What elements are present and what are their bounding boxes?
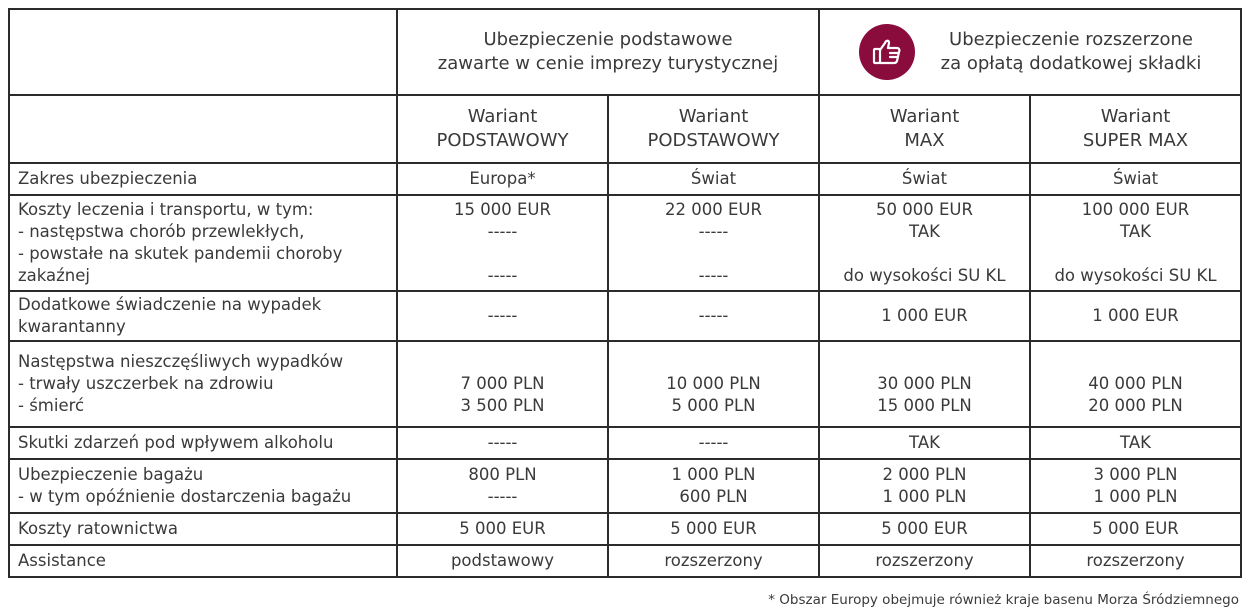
value-line: TAK	[1120, 222, 1151, 241]
row-label-line: Skutki zdarzeń pod wpływem alkoholu	[18, 433, 334, 452]
value-cell	[608, 291, 819, 341]
row-label	[9, 341, 397, 427]
row-label-line: Następstwa nieszczęśliwych wypadków	[18, 352, 344, 371]
row-label-line: - śmierć	[18, 396, 85, 415]
value-line: 5 000 PLN	[671, 396, 756, 415]
value-line: rozszerzony	[664, 551, 763, 570]
variant-word: Wariant	[1100, 106, 1171, 127]
row-label	[9, 427, 397, 459]
value-line: Europa*	[469, 169, 536, 188]
value-line: -----	[487, 222, 518, 241]
value-line: 10 000 PLN	[666, 374, 761, 393]
value-cell	[397, 291, 608, 341]
corner-cell	[9, 9, 397, 95]
basic-insurance-header	[397, 9, 819, 95]
value-cell	[819, 513, 1030, 545]
value-line	[609, 243, 818, 265]
value-cell	[819, 545, 1030, 577]
row-baggage-insurance	[9, 459, 1241, 513]
value-line: 800 PLN	[468, 465, 537, 484]
variant-word: Wariant	[889, 106, 960, 127]
row-label	[9, 163, 397, 195]
row-alcohol-incidents	[9, 427, 1241, 459]
row-label	[9, 195, 397, 291]
row-quarantine-benefit	[9, 291, 1241, 341]
row-label-line: - powstałe na skutek pandemii choroby	[18, 244, 343, 263]
variant-header	[819, 95, 1030, 163]
row-accident-consequences	[9, 341, 1241, 427]
variant-header	[1030, 95, 1241, 163]
value-line: -----	[487, 306, 518, 325]
variant-word: Wariant	[467, 106, 538, 127]
value-line: 5 000 EUR	[459, 519, 546, 538]
header-row	[9, 9, 1241, 95]
value-cell	[1030, 459, 1241, 513]
variant-word: Wariant	[678, 106, 749, 127]
value-cell	[397, 341, 608, 427]
value-cell	[397, 427, 608, 459]
value-cell	[397, 513, 608, 545]
value-cell	[608, 459, 819, 513]
row-label-line: Koszty ratownictwa	[18, 519, 178, 538]
variant-name: MAX	[904, 130, 945, 151]
value-line: do wysokości SU KL	[1054, 266, 1217, 285]
row-rescue-costs	[9, 513, 1241, 545]
footnote: * Obszar Europy obejmuje również kraje basenu Morza Śródziemnego	[768, 592, 1239, 608]
value-cell	[608, 513, 819, 545]
variant-header	[608, 95, 819, 163]
row-label	[9, 291, 397, 341]
value-cell	[397, 195, 608, 291]
value-cell	[1030, 341, 1241, 427]
value-cell	[1030, 427, 1241, 459]
value-line: 15 000 EUR	[454, 200, 551, 219]
value-cell	[819, 341, 1030, 427]
value-line: 22 000 EUR	[665, 200, 762, 219]
value-cell	[397, 459, 608, 513]
value-line: Świat	[1112, 169, 1159, 188]
basic-header-line1: Ubezpieczenie podstawowe	[483, 29, 733, 50]
insurance-comparison-table	[8, 8, 1242, 578]
value-line: -----	[698, 222, 729, 241]
row-label	[9, 459, 397, 513]
extended-header-line1: Ubezpieczenie rozszerzone	[949, 29, 1193, 50]
value-line	[1031, 243, 1240, 265]
value-cell	[608, 163, 819, 195]
row-label-line: - w tym opóźnienie dostarczenia bagażu	[18, 487, 352, 506]
value-line	[820, 351, 1029, 373]
value-line: 40 000 PLN	[1088, 374, 1183, 393]
value-line: rozszerzony	[875, 551, 974, 570]
variant-corner-cell	[9, 95, 397, 163]
value-line: 1 000 PLN	[1093, 487, 1178, 506]
row-label-line: zakaźnej	[18, 266, 91, 285]
value-line: TAK	[909, 222, 940, 241]
row-label	[9, 513, 397, 545]
value-line: 600 PLN	[679, 487, 748, 506]
value-line: podstawowy	[450, 551, 555, 570]
value-line: 1 000 EUR	[1092, 306, 1179, 325]
value-cell	[1030, 545, 1241, 577]
value-line: 3 000 PLN	[1093, 465, 1178, 484]
value-line: TAK	[1120, 433, 1151, 452]
value-line: 5 000 EUR	[670, 519, 757, 538]
variant-name: PODSTAWOWY	[647, 130, 780, 151]
value-cell	[819, 459, 1030, 513]
extended-header-line2: za opłatą dodatkowej składki	[940, 53, 1202, 74]
value-cell	[608, 427, 819, 459]
value-line	[398, 351, 607, 373]
row-label-line: Koszty leczenia i transportu, w tym:	[18, 200, 314, 219]
value-line: 50 000 EUR	[876, 200, 973, 219]
value-line: -----	[698, 306, 729, 325]
row-label-line: Zakres ubezpieczenia	[18, 169, 198, 188]
value-line: -----	[487, 266, 518, 285]
value-cell	[608, 341, 819, 427]
variant-row	[9, 95, 1241, 163]
value-line: 3 500 PLN	[460, 396, 545, 415]
value-line: -----	[487, 487, 518, 506]
value-line: 5 000 EUR	[881, 519, 968, 538]
row-label	[9, 545, 397, 577]
variant-name: PODSTAWOWY	[436, 130, 569, 151]
value-cell	[397, 163, 608, 195]
variant-header	[397, 95, 608, 163]
row-medical-costs	[9, 195, 1241, 291]
value-line: 1 000 EUR	[881, 306, 968, 325]
value-line	[398, 243, 607, 265]
value-cell	[608, 545, 819, 577]
value-cell	[1030, 195, 1241, 291]
value-line: 20 000 PLN	[1088, 396, 1183, 415]
value-line: Świat	[690, 169, 737, 188]
value-line: Świat	[901, 169, 948, 188]
row-assistance	[9, 545, 1241, 577]
row-label-line: - trwały uszczerbek na zdrowiu	[18, 374, 274, 393]
value-line	[609, 351, 818, 373]
value-cell	[819, 291, 1030, 341]
value-cell	[1030, 291, 1241, 341]
value-line: -----	[698, 266, 729, 285]
value-line: -----	[487, 433, 518, 452]
value-cell	[819, 427, 1030, 459]
value-line: 2 000 PLN	[882, 465, 967, 484]
value-cell	[1030, 163, 1241, 195]
value-line: 7 000 PLN	[460, 374, 545, 393]
value-line: 1 000 PLN	[671, 465, 756, 484]
value-line: 15 000 PLN	[877, 396, 972, 415]
value-line	[1031, 351, 1240, 373]
row-coverage-area	[9, 163, 1241, 195]
row-label-line: Dodatkowe świadczenie na wypadek	[18, 295, 322, 314]
value-cell	[1030, 513, 1241, 545]
value-cell	[819, 163, 1030, 195]
row-label-line: Ubezpieczenie bagażu	[18, 465, 204, 484]
basic-header-line2: zawarte w cenie imprezy turystycznej	[437, 53, 779, 74]
value-line: 100 000 EUR	[1081, 200, 1190, 219]
value-line: do wysokości SU KL	[843, 266, 1006, 285]
value-line: 5 000 EUR	[1092, 519, 1179, 538]
value-line	[820, 243, 1029, 265]
extended-insurance-header	[819, 9, 1241, 95]
value-line: -----	[698, 433, 729, 452]
value-cell	[819, 195, 1030, 291]
row-label-line: Assistance	[18, 551, 106, 570]
row-label-line: kwarantanny	[18, 317, 126, 336]
value-line: 1 000 PLN	[882, 487, 967, 506]
thumbs-up-icon	[859, 24, 915, 80]
value-line: TAK	[909, 433, 940, 452]
row-label-line: - następstwa chorób przewlekłych,	[18, 222, 305, 241]
variant-name: SUPER MAX	[1082, 130, 1189, 151]
value-line: 30 000 PLN	[877, 374, 972, 393]
value-cell	[397, 545, 608, 577]
value-line: rozszerzony	[1086, 551, 1185, 570]
value-cell	[608, 195, 819, 291]
